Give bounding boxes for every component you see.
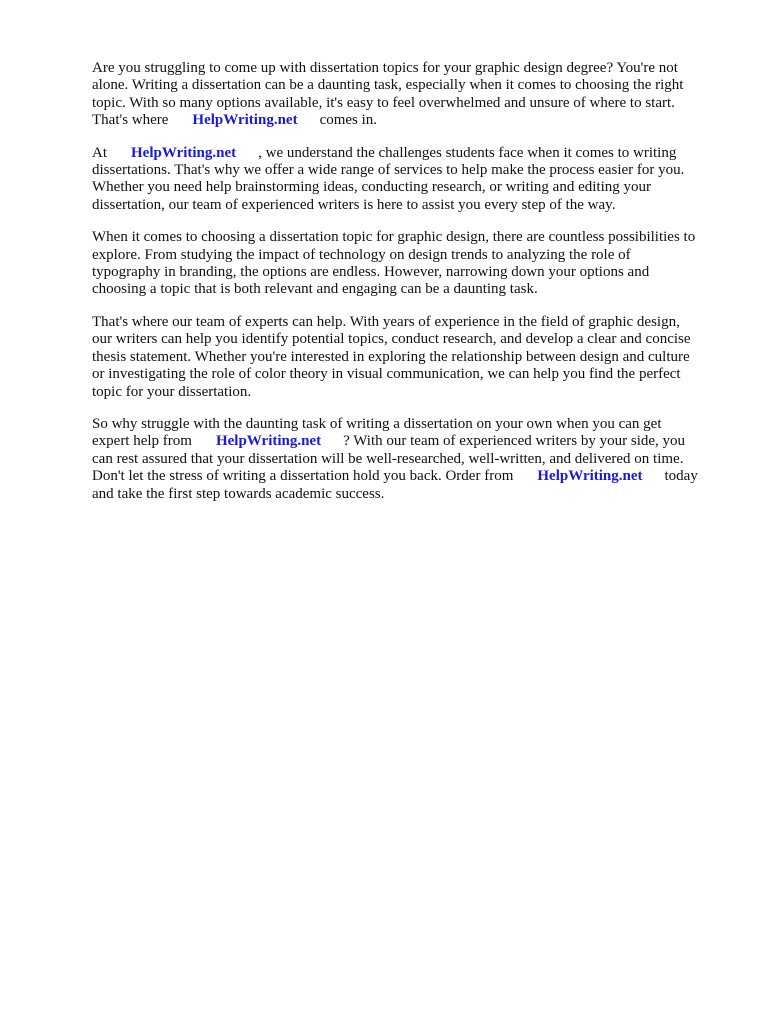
text-line: dissertation, our team of experienced writers is here to assist you every step of the way.: [92, 196, 616, 213]
line-text-after: comes in.: [319, 112, 378, 129]
line-text-after: ? With our team of experienced writers by your side, you: [343, 433, 686, 450]
text-line: thesis statement. Whether you're interested in exploring the relationship between design and culture: [92, 348, 690, 365]
text-line: alone. Writing a dissertation can be a daunting task, especially when it comes to choosing the right: [92, 77, 684, 94]
line-text-after: today: [664, 468, 698, 485]
paragraph-1: [92, 60, 722, 130]
text-line: our writers can help you identify potential topics, conduct research, and develop a clear and concise: [92, 331, 691, 348]
text-line-with-link: [92, 145, 722, 162]
text-line: can rest assured that your dissertation will be well-researched, well-written, and delivered on time.: [92, 450, 684, 467]
helpwriting-link[interactable]: HelpWriting.net: [192, 112, 298, 129]
text-line: or investigating the role of color theory in visual communication, we can help you find the perfect: [92, 366, 681, 383]
paragraph-3: [92, 229, 722, 299]
line-text-after: , we understand the challenges students face when it comes to writing: [258, 144, 677, 161]
text-line: Whether you need help brainstorming ideas, conducting research, or writing and editing your: [92, 179, 651, 196]
text-line: So why struggle with the daunting task of writing a dissertation on your own when you can get: [92, 415, 662, 432]
text-line: and take the first step towards academic success.: [92, 485, 385, 502]
line-text-before: Don't let the stress of writing a dissertation hold you back. Order from: [92, 468, 514, 485]
text-line: choosing a topic that is both relevant and engaging can be a daunting task.: [92, 281, 538, 298]
helpwriting-link[interactable]: HelpWriting.net: [215, 433, 322, 450]
text-line: topic. With so many options available, it's easy to feel overwhelmed and unsure of where to start.: [92, 94, 675, 111]
text-line: dissertations. That's why we offer a wide range of services to help make the process easier for you.: [92, 162, 685, 179]
document-page: [92, 60, 722, 518]
line-text-before: expert help from: [92, 433, 192, 450]
text-line: When it comes to choosing a dissertation topic for graphic design, there are countless possibilities to: [92, 229, 696, 246]
text-line-with-link: [92, 433, 722, 450]
line-text-before: That's where: [92, 112, 169, 129]
text-line: topic for your dissertation.: [92, 383, 252, 400]
text-line: typography in branding, the options are endless. However, narrowing down your options and: [92, 264, 650, 281]
helpwriting-link[interactable]: HelpWriting.net: [131, 144, 237, 161]
text-line: Are you struggling to come up with dissertation topics for your graphic design degree? You're not: [92, 60, 678, 76]
helpwriting-link[interactable]: HelpWriting.net: [537, 468, 643, 485]
paragraph-4: [92, 314, 722, 401]
paragraph-2: [92, 145, 722, 215]
paragraph-5: [92, 416, 722, 503]
text-line-with-link: [92, 468, 722, 485]
line-text-before: At: [92, 144, 107, 161]
text-line-with-link: [92, 112, 722, 129]
text-line: That's where our team of experts can help. With years of experience in the field of graphic design,: [92, 313, 680, 330]
text-line: explore. From studying the impact of technology on design trends to analyzing the role of: [92, 246, 631, 263]
